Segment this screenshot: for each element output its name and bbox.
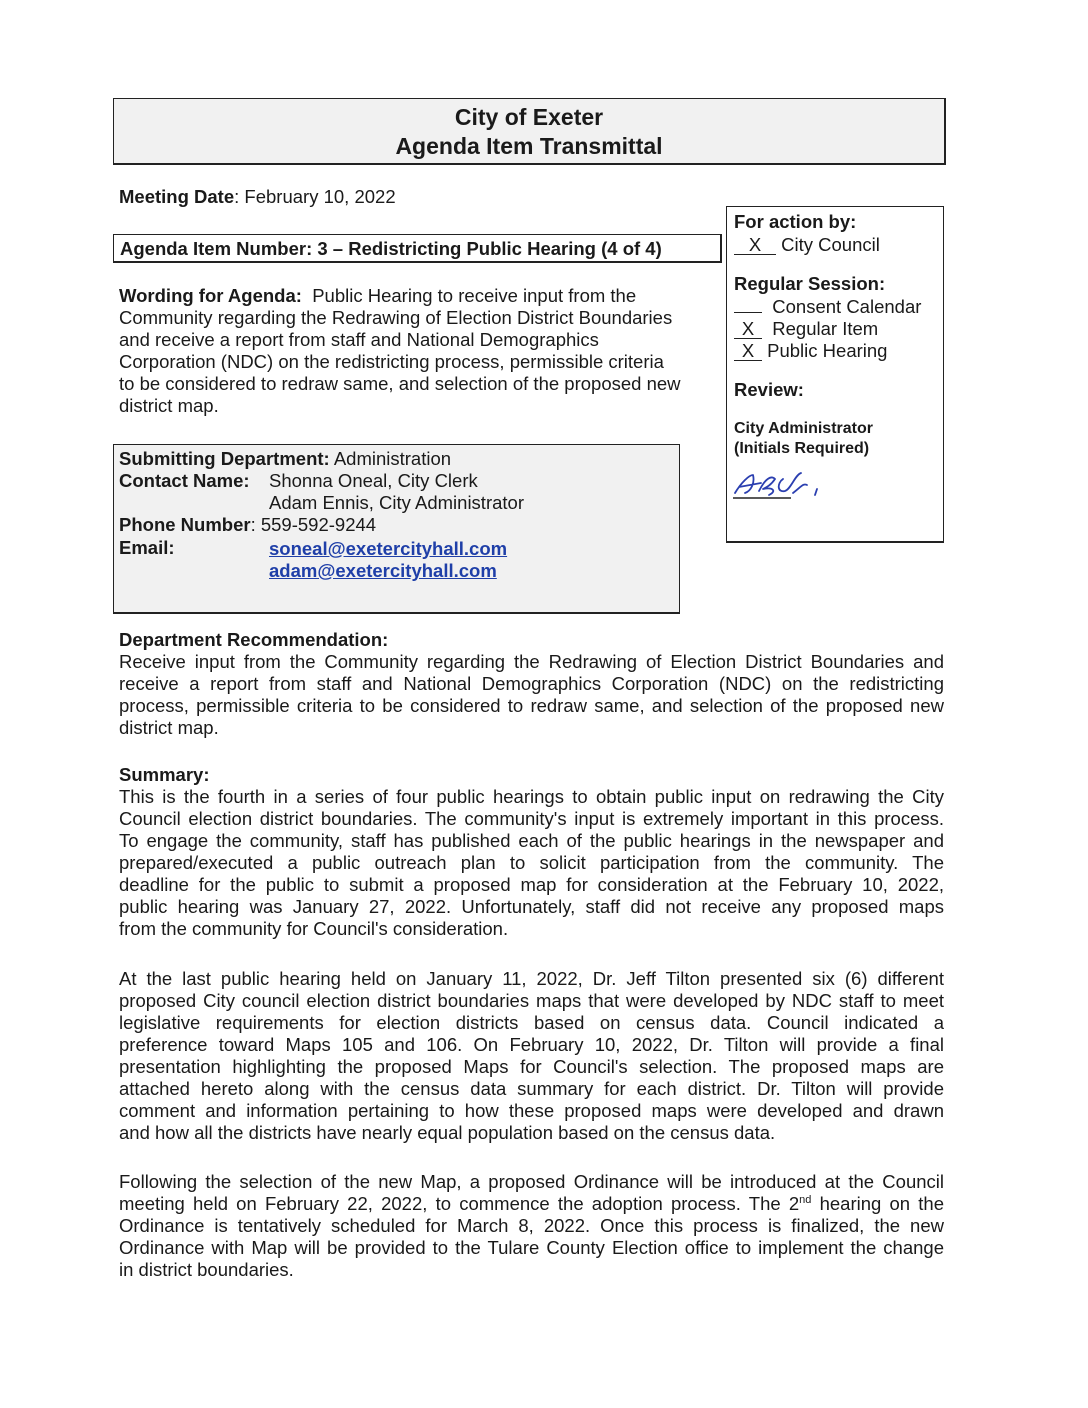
city-council-row [734, 234, 880, 256]
city-council-checkmark: X [734, 236, 776, 255]
regular-item-row [734, 318, 878, 340]
recommendation-line: Receive input from the Community regarding the Redrawing of Election District Boundaries and [119, 651, 944, 672]
agenda-item-value: 3 – Redistricting Public Hearing (4 of 4) [317, 238, 662, 259]
initials-required-label: (Initials Required) [734, 440, 870, 457]
contact-name-2: Adam Ennis, City Administrator [269, 492, 524, 513]
public-hearing-label: Public Hearing [767, 340, 888, 361]
regular-item-label: Regular Item [772, 318, 879, 339]
summary-paragraph-2: At the last public hearing held on January 11, 2022, Dr. Jeff Tilton presented six (6) different proposed City council election district boundaries maps that were developed by NDC staff to meet legislative requirements for election districts based on census data. Council indicated a preference toward Maps 105 and 106. On February 10, 2022, Dr. Tilton will provide a final presentation highlighting the proposed Maps for Council's selection. The proposed maps are attached hereto along with the census data summary for each district. Dr. Tilton will provide comment and information pertaining to how these proposed maps were developed and drawn and how all the districts have nearly equal population based on the census data. [119, 968, 944, 1143]
recommendation-heading: Department Recommendation: [119, 629, 389, 650]
city-name: City of Exeter [454, 104, 604, 130]
wording-line-5: to be considered to redraw same, and selection of the proposed new [119, 373, 681, 394]
recommendation-line: district map. [119, 717, 219, 738]
consent-calendar-row [734, 296, 921, 318]
public-hearing-row [734, 340, 887, 362]
wording-for-agenda [119, 285, 719, 417]
wording-line-1: Public Hearing to receive input from the [312, 285, 637, 306]
consent-calendar-label: Consent Calendar [772, 296, 922, 317]
review-label: Review: [734, 379, 804, 400]
regular-session-label: Regular Session: [734, 273, 886, 294]
agenda-item-line: Agenda Item Number: 3 – Redistricting Public Hearing (4 of 4) [120, 238, 662, 259]
summary-paragraph-3: Following the selection of the new Map, a proposed Ordinance will be introduced at the Council meeting held on February 22, 2022, to commence the adoption process. The 2nd hearing on the Ordinance is tentatively scheduled for March 8, 2022. Once this process is finalized, the new Ordinance with Map will be provided to the Tulare County Election office to implement the change in district boundaries. [119, 1171, 944, 1280]
wording-line-2: Community regarding the Redrawing of Election District Boundaries [119, 307, 673, 328]
email-link-administrator[interactable]: adam@exetercityhall.com [269, 560, 497, 581]
agenda-item-box [113, 234, 722, 263]
phone-label: Phone Number [119, 514, 251, 535]
summary-heading: Summary: [119, 764, 210, 785]
wording-label: Wording for Agenda: [119, 285, 302, 306]
consent-calendar-checkmark [734, 312, 762, 313]
wording-line-3: and receive a report from staff and National Demographics [119, 329, 599, 350]
submitting-department-box: Submitting Department: Administration Contact Name: Shonna Oneal, City Clerk Adam Ennis, City Administrator Phone Number: 559-592-9244 Email: soneal@exetercityhall.com adam@exetercityhall.com [113, 444, 680, 614]
city-council-label: City Council [781, 234, 880, 255]
title-box [113, 98, 946, 165]
administrator-initials-signature [731, 463, 841, 501]
wording-line-6: district map. [119, 395, 219, 416]
contact-label: Contact Name: [119, 470, 250, 491]
public-hearing-checkmark: X [734, 342, 762, 361]
department-value: Administration [333, 448, 452, 469]
document-title: Agenda Item Transmittal [395, 133, 663, 159]
email-link-clerk[interactable]: soneal@exetercityhall.com [269, 538, 508, 559]
meeting-date-label: Meeting Date [119, 186, 235, 207]
summary-paragraph-1: This is the fourth in a series of four public hearings to obtain public input on redrawing the City Council election district boundaries. The community's input is extremely important in this process. To engage the community, staff has published each of the public hearings in the newspaper and prepared/executed a public outreach plan to solicit participation from the community. The deadline for the public to submit a proposed map for consideration at the February 10, 2022, public hearing was January 27, 2022. Unfortunately, staff did not receive any proposed maps from the community for Council's consideration. [119, 786, 944, 939]
department-recommendation-section [119, 629, 944, 739]
action-box [726, 206, 944, 543]
regular-item-checkmark: X [734, 320, 762, 339]
phone-value: 559-592-9244 [260, 514, 377, 535]
for-action-label: For action by: [734, 211, 857, 232]
summary-section [119, 764, 944, 940]
department-label: Submitting Department: [119, 448, 330, 469]
email-label: Email: [119, 537, 175, 558]
meeting-date: Meeting Date: February 10, 2022 [119, 186, 396, 207]
wording-line-4: Corporation (NDC) on the redistricting process, permissible criteria [119, 351, 664, 372]
meeting-date-value: February 10, 2022 [244, 186, 396, 207]
agenda-item-label: Agenda Item Number [120, 238, 307, 259]
recommendation-line: process, permissible criteria to be considered to redraw same, and selection of the proposed new [119, 695, 944, 716]
contact-name-1: Shonna Oneal, City Clerk [269, 470, 478, 491]
city-administrator-label: City Administrator [734, 420, 873, 437]
recommendation-line: receive a report from staff and National Demographics Corporation (NDC) on the redistricting [119, 673, 944, 694]
